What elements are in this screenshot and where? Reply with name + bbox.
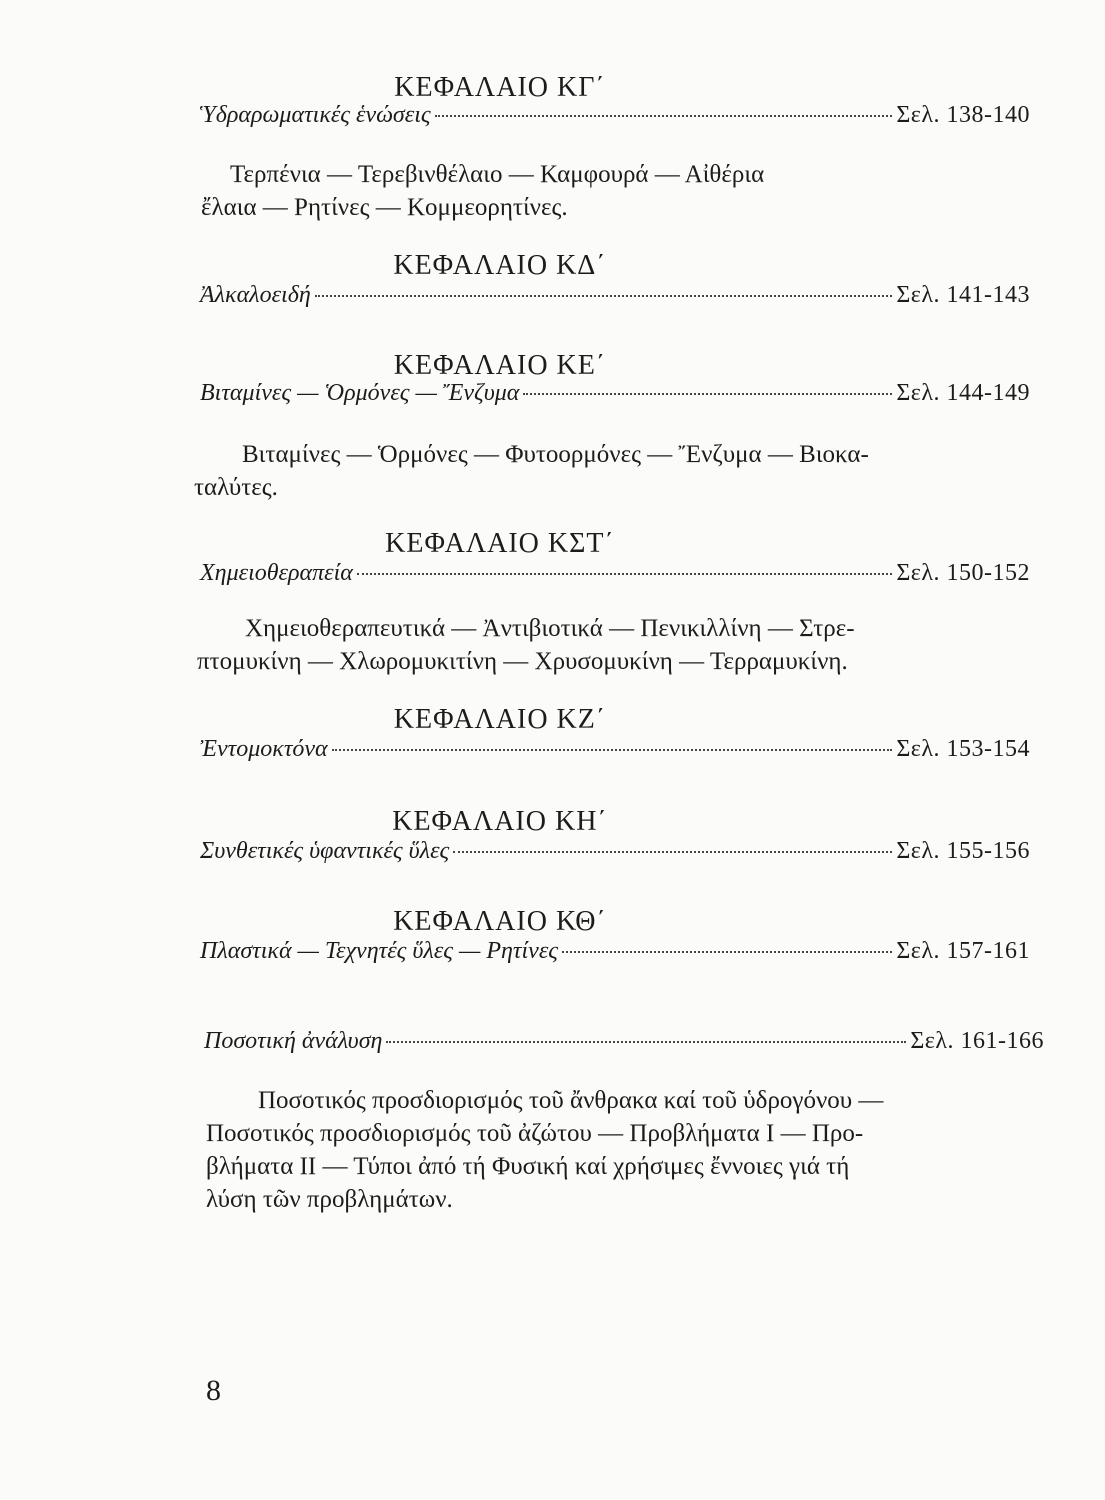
entry-pages: Σελ. 141-143 [896,282,1030,308]
chapter-description [197,612,965,678]
entry-pages: Σελ. 155-156 [896,838,1030,864]
chapter-description [206,1084,978,1216]
dot-leader [315,295,893,297]
dot-leader [453,851,892,853]
toc-entry [200,736,1030,770]
description-line: Τερπένια — Τερεβινθέλαιο — Καμφουρά — Αἰθέρια [230,161,765,188]
chapter-heading: ΚΕΦΑΛΑΙΟ ΚΔ΄ [393,250,607,281]
toc-entry [204,1028,1044,1062]
dot-leader [523,393,892,395]
dot-leader [332,749,893,751]
chapter-heading: ΚΕΦΑΛΑΙΟ ΚΓ΄ [394,72,606,103]
chapter-heading: ΚΕΦΑΛΑΙΟ ΚΣΤ΄ [385,528,615,559]
chapter-description [194,438,962,504]
entry-title: Ὑδραρωματικές ἑνώσεις [200,102,431,128]
entry-pages: Σελ. 144-149 [896,380,1030,406]
description-line: πτομυκίνη — Χλωρομυκιτίνη — Χρυσομυκίνη — Τερραμυκίνη. [197,648,848,675]
dot-leader [435,115,893,117]
toc-entry [200,102,1030,136]
entry-title: Ἀλκαλοειδή [200,282,311,308]
page-number: 8 [206,1374,221,1407]
chapter-heading: ΚΕΦΑΛΑΙΟ ΚΕ΄ [393,350,607,381]
toc-entry [200,282,1030,316]
entry-title: Βιταμίνες — Ὁρμόνες — Ἔνζυμα [200,380,520,406]
description-line: ἔλαια — Ρητίνες — Κομμεορητίνες. [201,194,568,221]
toc-entry [200,838,1030,872]
entry-pages: Σελ. 157-161 [896,938,1030,964]
chapter-heading: ΚΕΦΑΛΑΙΟ ΚΘ΄ [393,906,607,937]
entry-pages: Σελ. 138-140 [896,102,1030,128]
description-line: Ποσοτικός προσδιορισμός τοῦ ἄνθρακα καί τοῦ ὑδρογόνου — [258,1087,884,1114]
chapter-heading: ΚΕΦΑΛΑΙΟ ΚΖ΄ [393,704,607,735]
dot-leader [562,951,892,953]
dot-leader [357,573,892,575]
toc-entry [200,938,1030,972]
entry-title: Ἐντομοκτόνα [200,736,328,762]
description-line: Βιταμίνες — Ὁρμόνες — Φυτοορμόνες — Ἔνζυμα — Βιοκα- [242,441,869,468]
entry-pages: Σελ. 153-154 [896,736,1030,762]
entry-title: Συνθετικές ὑφαντικές ὕλες [200,838,450,864]
description-line: Χημειοθεραπευτικά — Ἀντιβιοτικά — Πενικιλλίνη — Στρε- [245,615,855,642]
description-line: λύση τῶν προβλημάτων. [206,1186,453,1213]
entry-pages: Σελ. 161-166 [910,1028,1044,1054]
description-line: βλήματα ΙΙ — Τύποι ἀπό τή Φυσική καί χρήσιμες ἔννοιες γιά τή [206,1153,850,1180]
chapter-heading: ΚΕΦΑΛΑΙΟ ΚΗ΄ [392,806,608,837]
chapter-description [201,158,950,224]
toc-entry [200,380,1030,414]
description-line: Ποσοτικός προσδιορισμός τοῦ ἀζώτου — Προβλήματα Ι — Προ- [206,1120,864,1147]
entry-title: Ποσοτική ἀνάλυση [204,1028,383,1054]
dot-leader [386,1041,906,1043]
entry-title: Πλαστικά — Τεχνητές ὕλες — Ρητίνες [200,938,559,964]
entry-pages: Σελ. 150-152 [896,560,1030,586]
toc-entry [200,560,1030,594]
description-line: ταλύτες. [194,474,278,501]
entry-title: Χημειοθεραπεία [200,560,353,586]
